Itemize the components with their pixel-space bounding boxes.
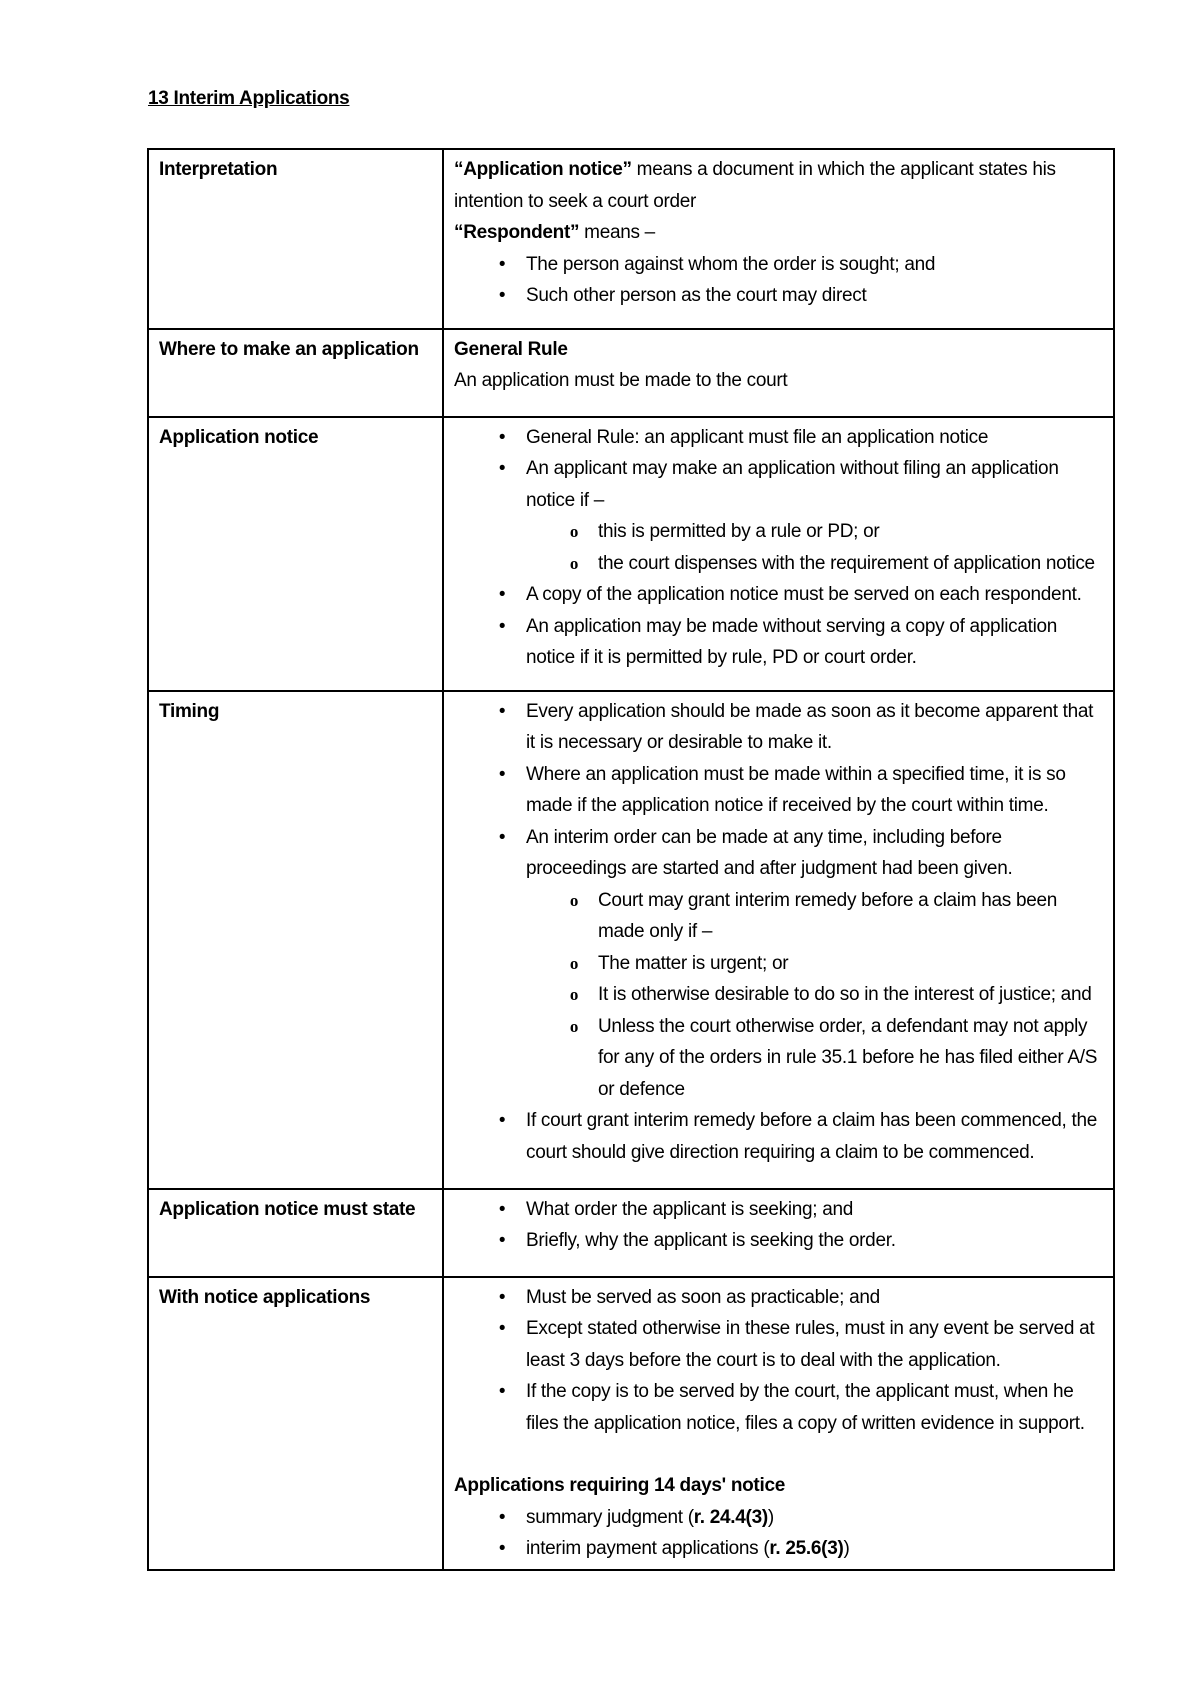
list-item: • What order the applicant is seeking; and — [454, 1194, 1103, 1226]
spacer — [454, 1439, 1103, 1470]
bullet-icon: • — [498, 253, 506, 275]
list-item: • Where an application must be made within a specified time, it is so made if the application notice if received by the court within time. — [454, 759, 1103, 822]
list-item: • Every application should be made as soon as it become apparent that it is necessary or desirable to make it. — [454, 696, 1103, 759]
list-item: • Except stated otherwise in these rules, must in any event be served at least 3 days before the court is to deal with the application. — [454, 1313, 1103, 1376]
row-content — [443, 329, 1114, 417]
bullet-icon: • — [498, 826, 506, 848]
table-row — [148, 1277, 1114, 1570]
sub-bullet-icon: o — [569, 522, 579, 541]
bullet-icon: • — [498, 700, 506, 722]
bullet-icon: • — [498, 584, 506, 605]
rule-reference: r. 25.6(3) — [769, 1538, 844, 1559]
row-content — [443, 417, 1114, 691]
definition-respondent: “Respondent” means – — [454, 222, 655, 243]
row-label: Timing — [148, 691, 443, 1189]
sub-bullet-icon: o — [569, 553, 579, 573]
row-content — [443, 1277, 1114, 1570]
bullet-list — [454, 1502, 1103, 1565]
row-content — [443, 1189, 1114, 1277]
list-item: • Briefly, why the applicant is seeking the order. — [454, 1225, 1103, 1257]
section-heading: General Rule — [454, 338, 568, 360]
bullet-icon: • — [498, 1318, 506, 1339]
table-row — [148, 149, 1114, 329]
bullet-list — [454, 249, 1103, 312]
rules-table — [147, 148, 1115, 1571]
sub-list-item: o Court may grant interim remedy before a claim has been made only if – — [454, 885, 1103, 948]
table-row — [148, 417, 1114, 691]
table-row — [148, 691, 1114, 1189]
sub-bullet-icon: o — [569, 890, 579, 910]
list-item: • If the copy is to be served by the court, the applicant must, when he files the application notice, files a copy of written evidence in support. — [454, 1376, 1103, 1439]
row-label: Interpretation — [148, 149, 443, 329]
bullet-icon: • — [498, 458, 506, 479]
list-item: • summary judgment (r. 24.4(3)) — [454, 1502, 1103, 1534]
table-row — [148, 1189, 1114, 1277]
list-item: • An interim order can be made at any time, including before proceedings are started and after judgment had been given. o Court may grant interim remedy before a claim has been made only if – o The matter is urgent; or o It is otherwise desirable to do so in the interest of justice; and o Unless the court otherwise order, a defendant may not apply for any of the orders in rule 35.1 before he has filed either A/S or defence — [454, 822, 1103, 1106]
bullet-icon: • — [498, 1506, 506, 1528]
list-item: • General Rule: an applicant must file an application notice — [454, 422, 1103, 454]
bullet-icon: • — [498, 1538, 506, 1559]
bullet-icon: • — [498, 1110, 506, 1131]
bullet-list — [454, 422, 1103, 674]
bullet-list — [454, 1194, 1103, 1257]
sub-list-item: o It is otherwise desirable to do so in the interest of justice; and — [454, 979, 1103, 1011]
sub-bullet-icon: o — [569, 985, 579, 1004]
sub-list-item: o The matter is urgent; or — [454, 948, 1103, 980]
page-title: 13 Interim Applications — [148, 88, 350, 109]
sub-bullet-icon: o — [569, 953, 579, 973]
sub-bullet-icon: o — [569, 1016, 579, 1036]
bullet-icon: • — [498, 1198, 506, 1220]
table-row — [148, 329, 1114, 417]
row-label: Application notice — [148, 417, 443, 691]
row-content — [443, 691, 1114, 1189]
sub-bullet-list — [526, 885, 1103, 1106]
sub-list-item: o Unless the court otherwise order, a defendant may not apply for any of the orders in rule 35.1 before he has filed either A/S or defence — [454, 1011, 1103, 1106]
bullet-icon: • — [498, 615, 506, 637]
sub-list-item: o this is permitted by a rule or PD; or — [454, 516, 1103, 548]
row-label: Application notice must state — [148, 1189, 443, 1277]
bullet-icon: • — [498, 285, 506, 306]
bullet-list — [454, 1282, 1103, 1440]
sub-list-item: o the court dispenses with the requirement of application notice — [454, 548, 1103, 580]
list-item: • An application may be made without serving a copy of application notice if it is permitted by rule, PD or court order. — [454, 611, 1103, 674]
list-item: • A copy of the application notice must be served on each respondent. — [454, 579, 1103, 611]
list-item: • The person against whom the order is sought; and — [454, 249, 1103, 281]
definition-application-notice: “Application notice” means a document in which the applicant states his intention to seek a court order — [454, 159, 1056, 212]
paragraph: An application must be made to the court — [454, 370, 788, 391]
bullet-icon: • — [498, 1381, 506, 1402]
bullet-icon: • — [498, 1230, 506, 1251]
row-label: With notice applications — [148, 1277, 443, 1570]
list-item: • An applicant may make an application without filing an application notice if – o this is permitted by a rule or PD; or o the court dispenses with the requirement of application notice — [454, 453, 1103, 579]
row-label: Where to make an application — [148, 329, 443, 417]
bullet-icon: • — [498, 426, 506, 448]
rule-reference: r. 24.4(3) — [693, 1506, 768, 1528]
section-heading: Applications requiring 14 days' notice — [454, 1475, 785, 1496]
sub-bullet-list — [526, 516, 1103, 579]
list-item: • Such other person as the court may direct — [454, 280, 1103, 312]
row-content — [443, 149, 1114, 329]
bullet-list — [454, 696, 1103, 1169]
list-item: • Must be served as soon as practicable; and — [454, 1282, 1103, 1314]
bullet-icon: • — [498, 763, 506, 785]
bullet-icon: • — [498, 1286, 506, 1308]
list-item: • interim payment applications (r. 25.6(3)) — [454, 1533, 1103, 1565]
list-item: • If court grant interim remedy before a claim has been commenced, the court should give direction requiring a claim to be commenced. — [454, 1105, 1103, 1168]
